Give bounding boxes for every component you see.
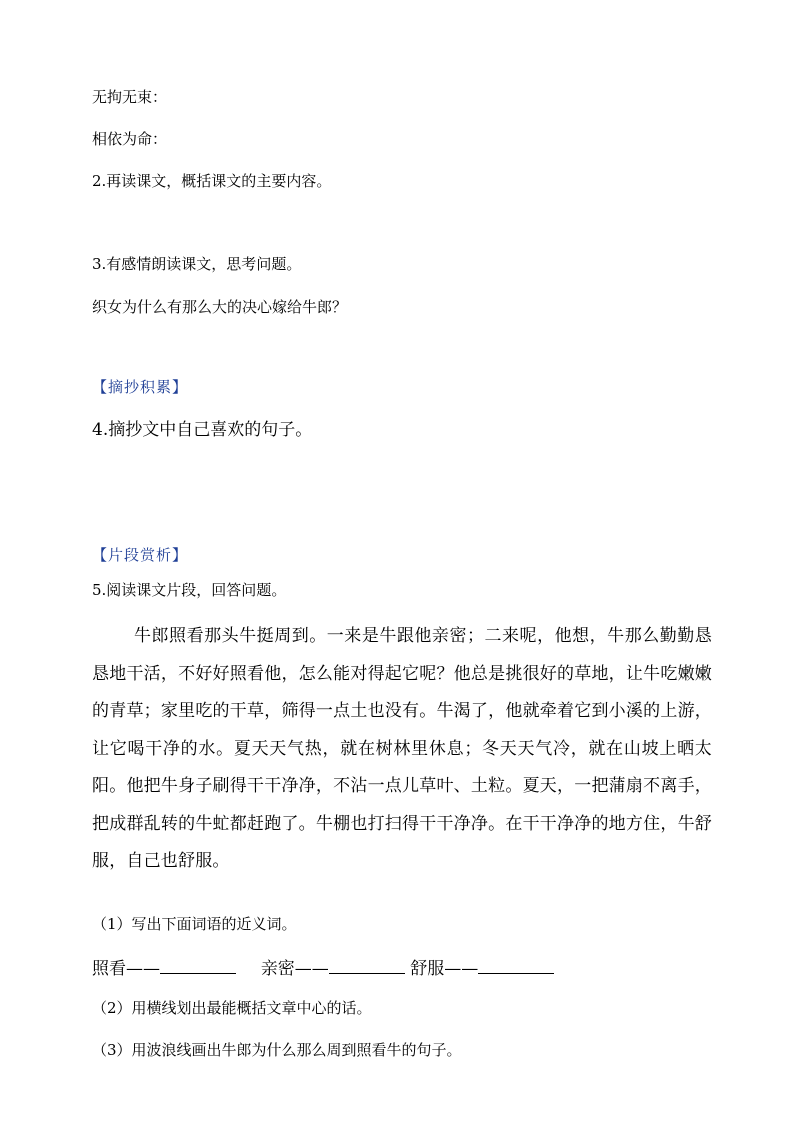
vocab-line-2: 相依为命： [92,130,168,148]
word-zhaokan: 照看—— [92,959,160,979]
question-3-prompt: 织女为什么有那么大的决心嫁给牛郎？ [92,298,348,316]
answer-blank-2[interactable] [329,957,405,974]
question-4: 4.摘抄文中自己喜欢的句子。 [92,420,313,440]
vocab-line-1: 无拘无束： [92,88,168,106]
section-heading-appreciation: 【片段赏析】 [92,546,189,564]
synonym-blanks-row [92,957,554,980]
sub-question-3: （3）用波浪线画出牛郎为什么那么周到照看牛的句子。 [92,1041,462,1059]
question-3: 3.有感情朗读课文，思考问题。 [92,255,302,273]
section-heading-excerpt: 【摘抄积累】 [92,378,189,396]
question-5: 5.阅读课文片段，回答问题。 [92,581,287,599]
word-shufu: 舒服—— [410,959,479,979]
question-2: 2.再读课文，概括课文的主要内容。 [92,172,332,190]
answer-blank-3[interactable] [478,957,554,974]
reading-passage: 牛郎照看那头牛挺周到。一来是牛跟他亲密；二来呢，他想，牛那么勤勤恳恳地干活，不好好照看他，怎么能对得起它呢？他总是挑很好的草地，让牛吃嫩嫩的青草；家里吃的干草，筛得一点土也没有。牛渴了，他就牵着它到小溪的上游，让它喝干净的水。夏天天气热，就在树林里休息；冬天天气冷，就在山坡上晒太阳。他把牛身子刷得干干净净，不沾一点儿草叶、土粒。夏天，一把蒲扇不离手，把成群乱转的牛虻都赶跑了。牛棚也打扫得干干净净。在干干净净的地方住，牛舒服，自己也舒服。 [92,626,712,871]
word-qinmi: 亲密—— [260,959,329,979]
sub-question-1: （1）写出下面词语的近义词。 [92,915,297,933]
answer-blank-1[interactable] [160,957,236,974]
sub-question-2: （2）用横线划出最能概括文章中心的话。 [92,999,372,1017]
